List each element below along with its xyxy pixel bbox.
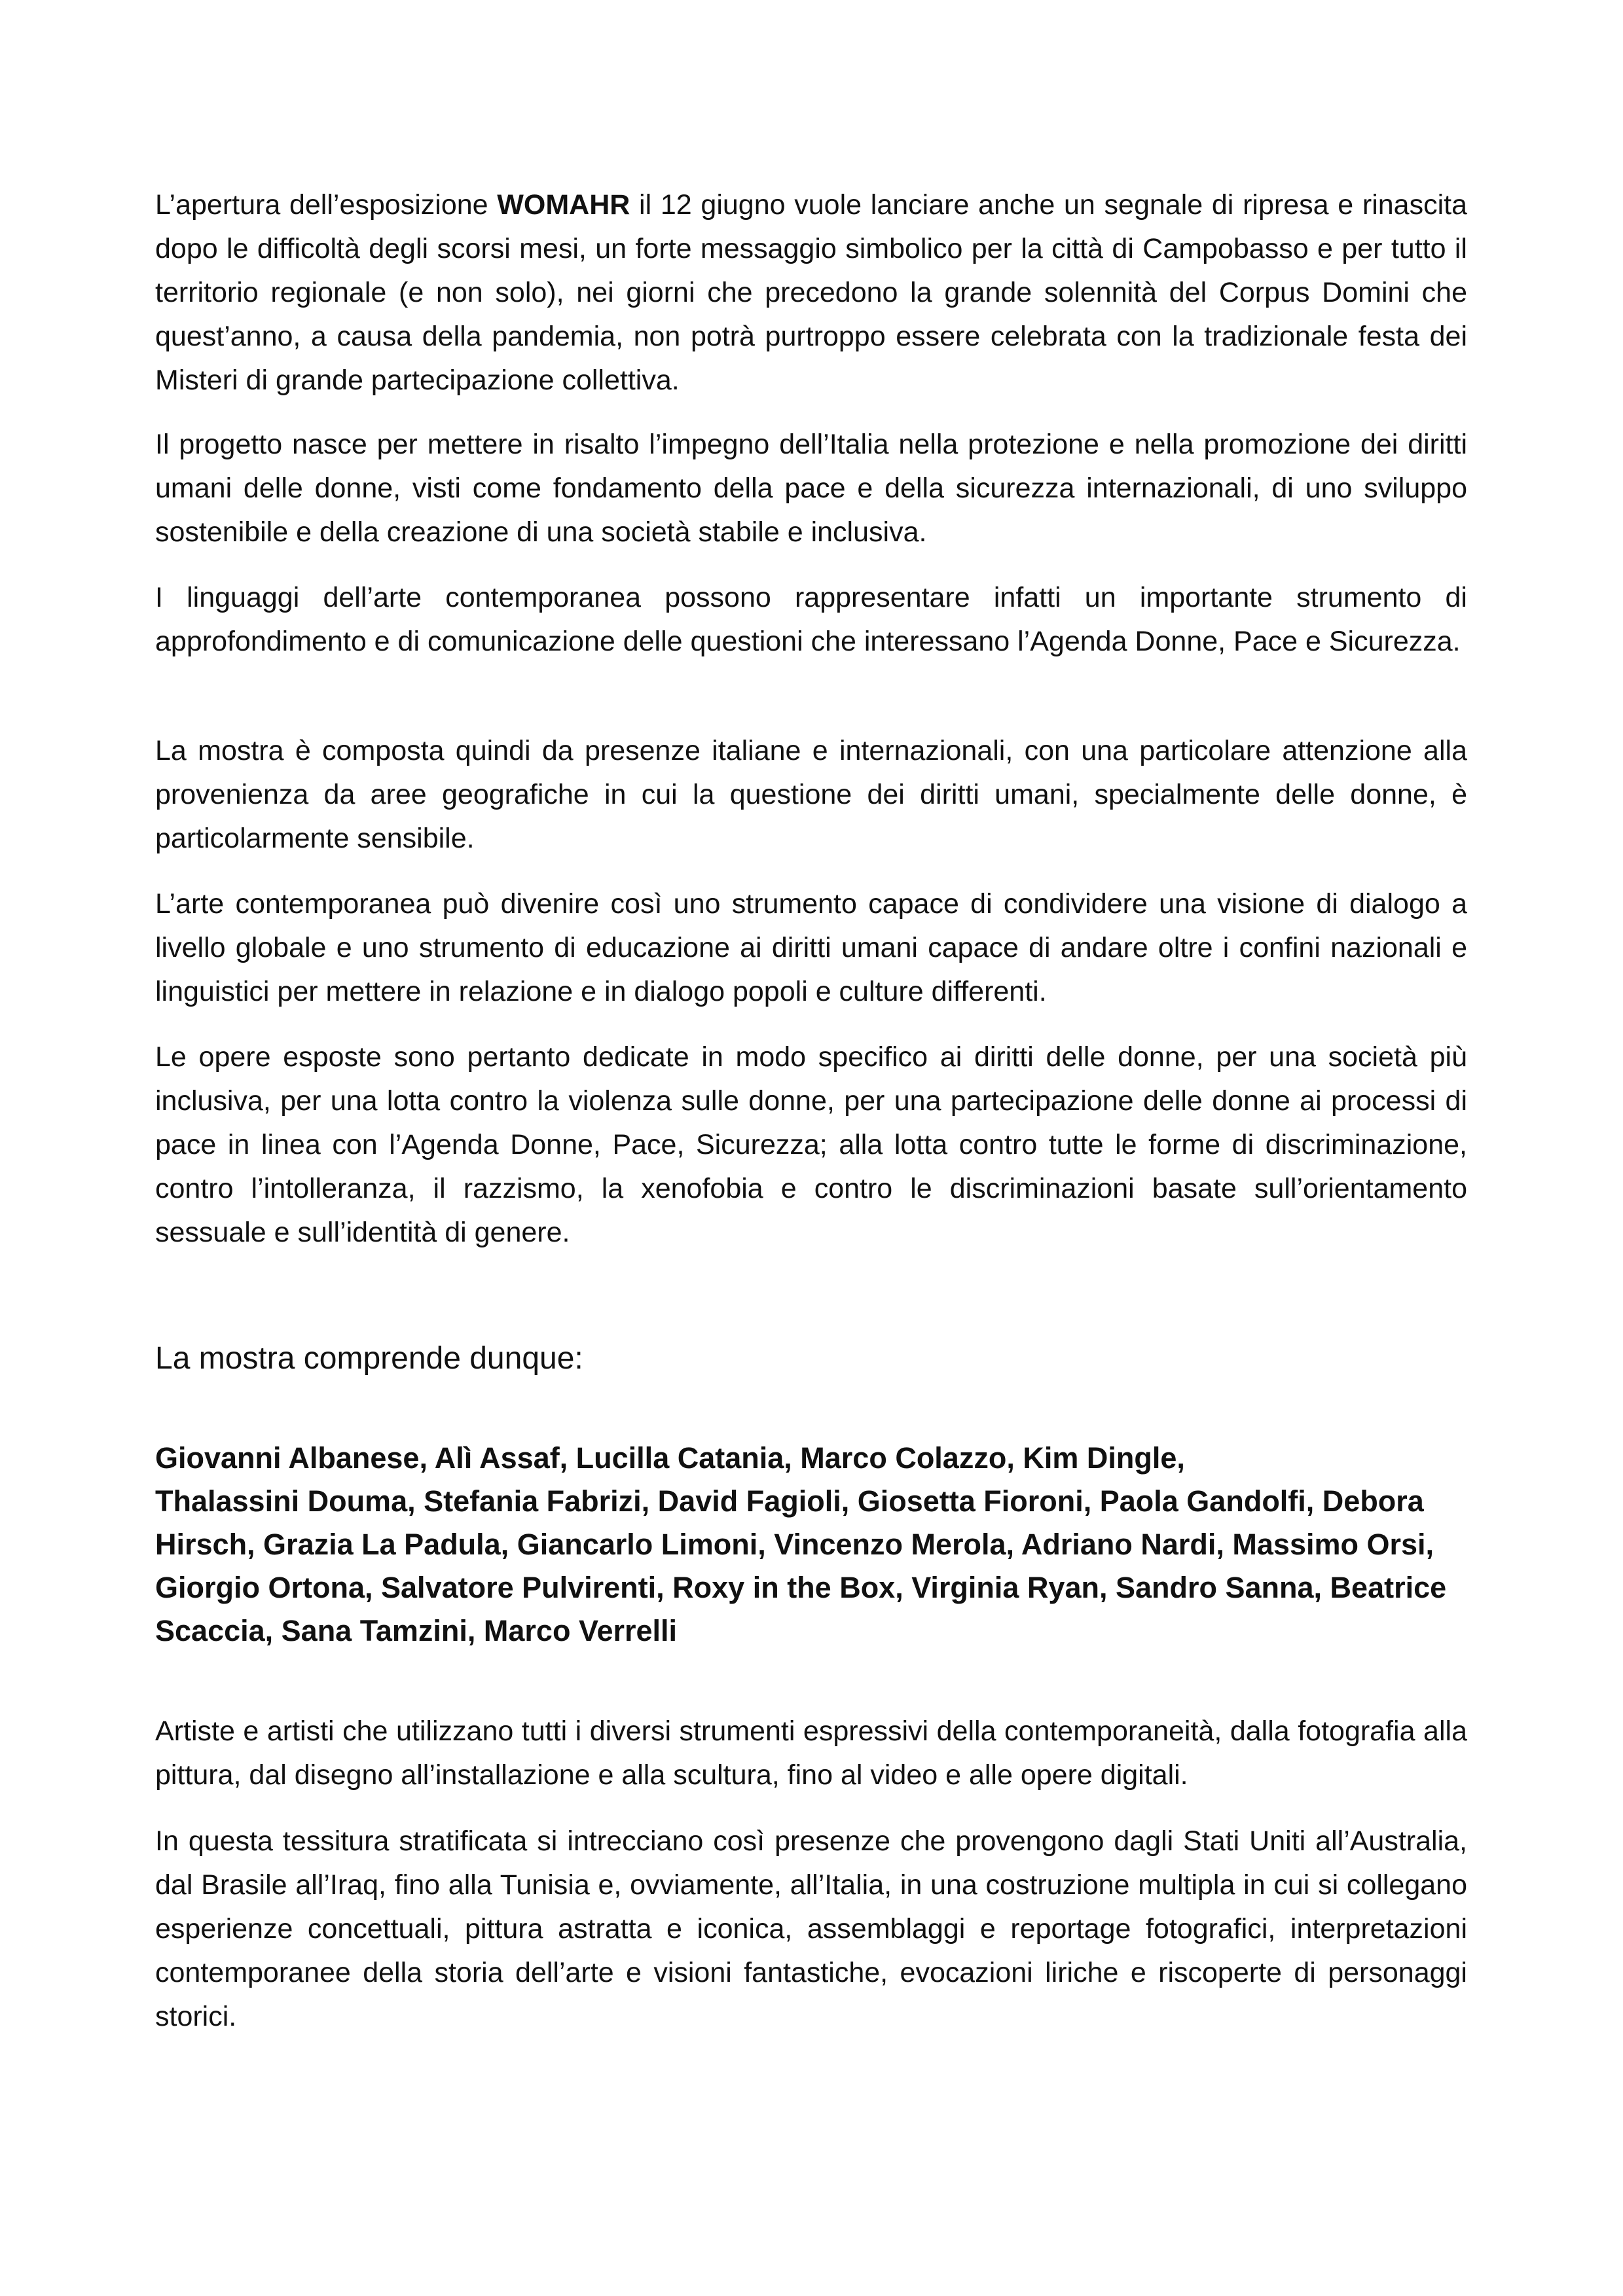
paragraph-contemporary-art: L’arte contemporanea può divenire così uno strumento capace di condividere una visione di dialogo a livello globale e uno strumento di educazione ai diritti umani capace di andare oltre i confini nazionali e linguistici per mettere in relazione e in dialogo popoli e culture differenti. <box>155 888 1467 1007</box>
paragraph-works: Le opere esposte sono pertanto dedicate in modo specifico ai diritti delle donne, per una società più inclusiva, per una lotta contro la violenza sulle donne, per una partecipazione delle donne ai processi di pace in linea con l’Agenda Donne, Pace, Sicurezza; alla lotta contro tutte le forme di discriminazione, contro l’intolleranza, il razzismo, la xenofobia e contro le discriminazioni basate sull’orientamento sessuale e sull’identità di genere. <box>155 1041 1467 1248</box>
exhibition-name: WOMAHR <box>497 189 630 221</box>
paragraph-composition: La mostra è composta quindi da presenze italiane e internazionali, con una particolare attenzione alla provenienza da aree geografiche in cui la questione dei diritti umani, specialmente delle donne, è particolarmente sensibile. <box>155 735 1467 854</box>
section-heading: La mostra comprende dunque: <box>155 1341 583 1376</box>
paragraph-weaving: In questa tessitura stratificata si intrecciano così presenze che provengono dagli Stati Uniti all’Australia, dal Brasile all’Iraq, fino alla Tunisia e, ovviamente, all’Italia, in una costruzione multipla in cui si collegano esperienze concettuali, pittura astratta e iconica, assemblaggi e reportage fotografici, interpretazioni contemporanee della storia dell’arte e visioni fantastiche, evocazioni liriche e riscoperte di personaggi storici. <box>155 1825 1467 2032</box>
paragraph-artists: Artiste e artisti che utilizzano tutti i diversi strumenti espressivi della contemporaneità, dalla fotografia alla pittura, dal disegno all’installazione e alla scultura, fino al video e alle opere digitali. <box>155 1715 1467 1791</box>
paragraph-project: Il progetto nasce per mettere in risalto l’impegno dell’Italia nella protezione e nella promozione dei diritti umani delle donne, visti come fondamento della pace e della sicurezza internazionali, di uno sviluppo sostenibile e della creazione di una società stabile e inclusiva. <box>155 429 1467 548</box>
artists-list-rest: Thalassini Douma, Stefania Fabrizi, David Fagioli, Giosetta Fioroni, Paola Gandolfi, Debora Hirsch, Grazia La Padula, Giancarlo Limoni, Vincenzo Merola, Adriano Nardi, Massimo Orsi, Giorgio Ortona, Salvatore Pulvirenti, Roxy in the Box, Virginia Ryan, Sandro Sanna, Beatrice Scaccia, Sana Tamzini, Marco Verrelli <box>155 1484 1447 1647</box>
paragraph-opening-after: il 12 giugno vuole lanciare anche un segnale di ripresa e rinascita dopo le difficoltà degli scorsi mesi, un forte messaggio simbolico per la città di Campobasso e per tutto il territorio regionale (e non solo), nei giorni che precedono la grande solennità del Corpus Domini che quest’anno, a causa della pandemia, non potrà purtroppo essere celebrata con la tradizionale festa dei Misteri di grande partecipazione collettiva. <box>155 189 1467 396</box>
paragraph-languages: I linguaggi dell’arte contemporanea possono rappresentare infatti un importante strumento di approfondimento e di comunicazione delle questioni che interessano l’Agenda Donne, Pace e Sicurezza. <box>155 582 1467 657</box>
artists-list <box>155 1437 1467 1653</box>
paragraph-opening-before: L’apertura dell’esposizione <box>155 189 498 221</box>
paragraph-opening <box>155 183 1467 403</box>
artists-list-line-1: Giovanni Albanese, Alì Assaf, Lucilla Catania, Marco Colazzo, Kim Dingle, <box>155 1441 1185 1475</box>
